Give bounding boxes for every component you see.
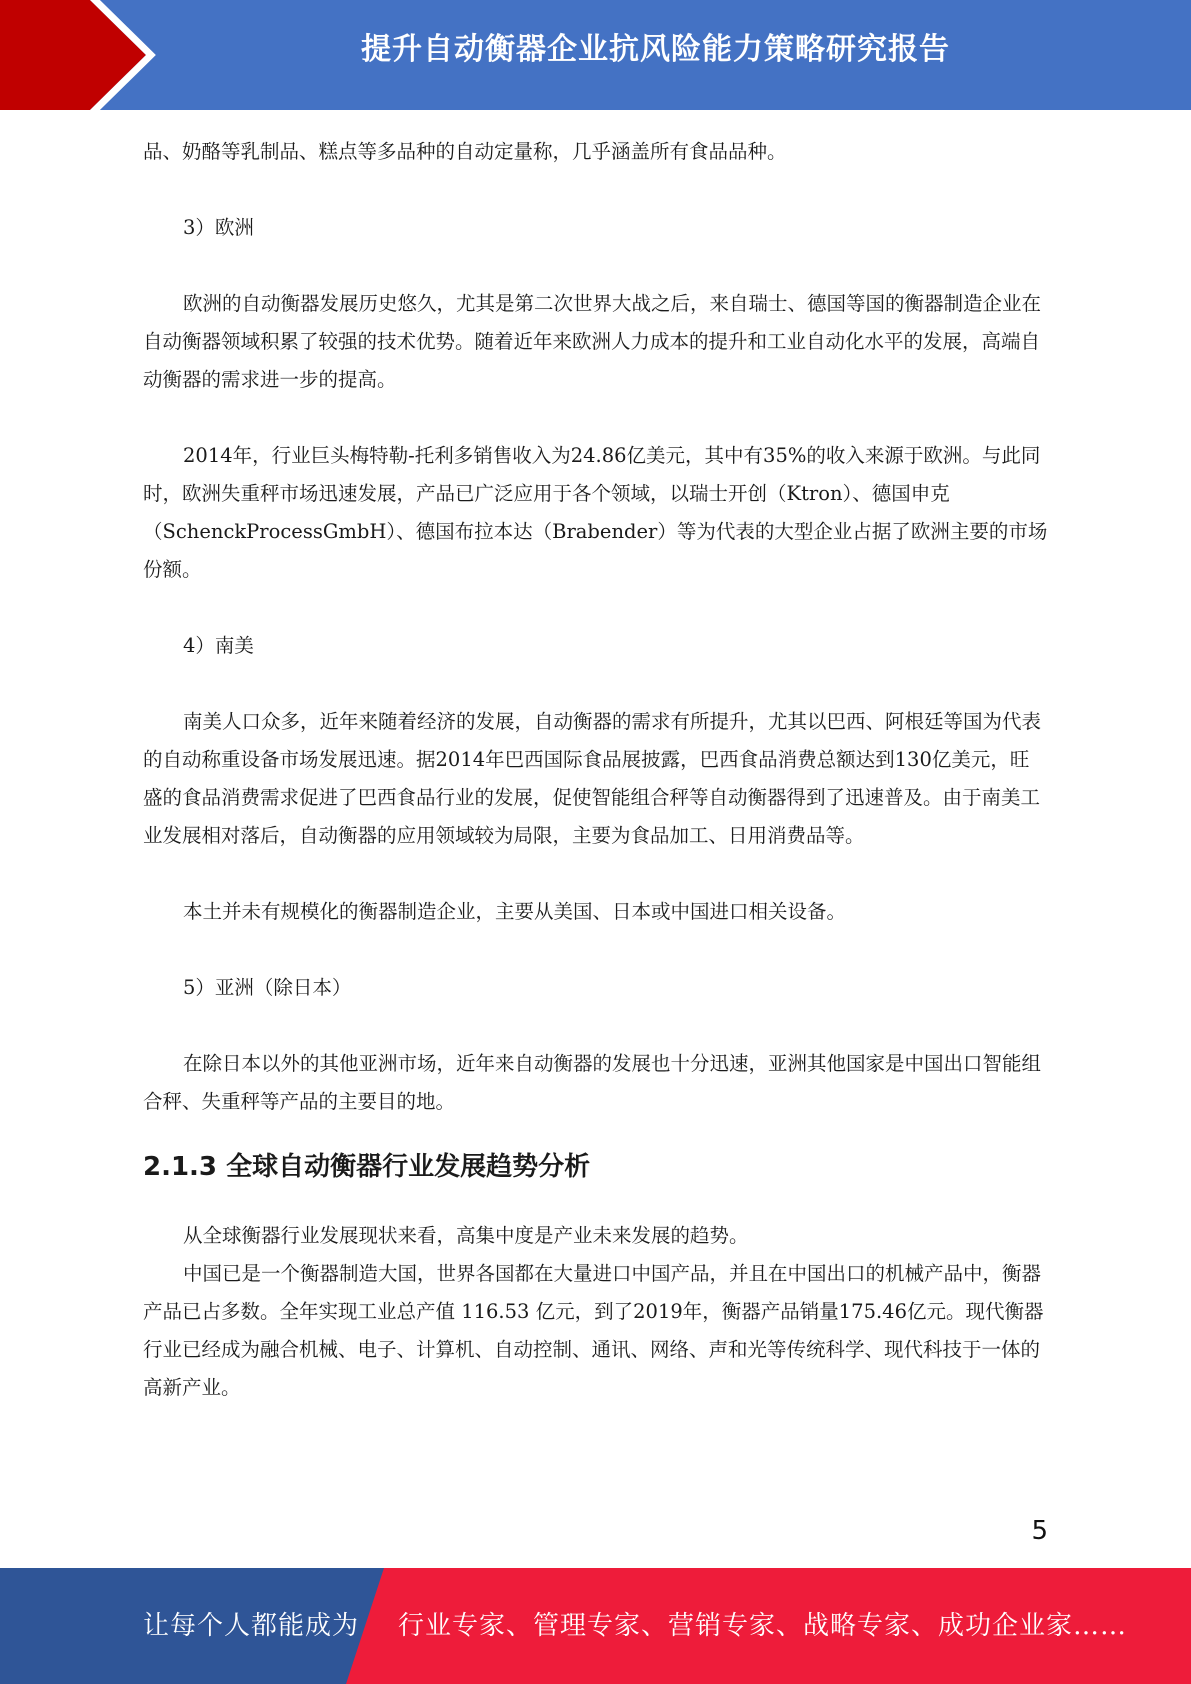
section-heading: 2.1.3 全球自动衡器行业发展趋势分析 [143,1152,591,1182]
subheading-europe: 3）欧洲 [183,216,254,239]
document-body [143,133,1048,1407]
paragraph-europe-market: 2014年，行业巨头梅特勒-托利多销售收入为24.86亿美元，其中有35%的收入来源于欧洲。与此同时，欧洲失重秤市场迅速发展，产品已广泛应用于各个领域，以瑞士开创（Ktron）、德国申克（SchenckProcessGmbH）、德国布拉本达（Brabender）等为代表的大型企业占据了欧洲主要的市场份额。 [143,444,1048,581]
footer-slogan-right: 行业专家、管理专家、营销专家、战略专家、成功企业家…… [398,1611,1128,1641]
paragraph-china-industry: 中国已是一个衡器制造大国，世界各国都在大量进口中国产品，并且在中国出口的机械产品中，衡器产品已占多数。全年实现工业总产值 116.53 亿元，到了2019年，衡器产品销量175.46亿元。现代衡器行业已经成为融合机械、电子、计算机、自动控制、通讯、网络、声和光等传统科学、现代科技于一体的高新产业。 [143,1262,1044,1399]
subheading-south-america: 4）南美 [183,634,254,657]
paragraph-asia: 在除日本以外的其他亚洲市场，近年来自动衡器的发展也十分迅速，亚洲其他国家是中国出口智能组合秤、失重秤等产品的主要目的地。 [143,1052,1042,1113]
page-header [0,0,1191,110]
paragraph-europe-history: 欧洲的自动衡器发展历史悠久，尤其是第二次世界大战之后，来自瑞士、德国等国的衡器制造企业在自动衡器领域积累了较强的技术优势。随着近年来欧洲人力成本的提升和工业自动化水平的发展，高端自动衡器的需求进一步的提高。 [143,292,1042,391]
page-number: 5 [1031,1516,1048,1546]
paragraph-local-manufacturing: 本土并未有规模化的衡器制造企业，主要从美国、日本或中国进口相关设备。 [183,900,847,923]
footer-slogan-left: 让每个人都能成为 [143,1611,360,1641]
subheading-asia: 5）亚洲（除日本） [183,976,352,999]
report-title: 提升自动衡器企业抗风险能力策略研究报告 [361,32,950,67]
paragraph-continuation: 品、奶酪等乳制品、糕点等多品种的自动定量称，几乎涵盖所有食品品种。 [143,140,787,163]
header-arrow-decoration [0,0,160,110]
paragraph-south-america: 南美人口众多，近年来随着经济的发展，自动衡器的需求有所提升，尤其以巴西、阿根廷等国为代表的自动称重设备市场发展迅速。据2014年巴西国际食品展披露，巴西食品消费总额达到130亿美元，旺盛的食品消费需求促进了巴西食品行业的发展，促使智能组合秤等自动衡器得到了迅速普及。由于南美工业发展相对落后，自动衡器的应用领域较为局限，主要为食品加工、日用消费品等。 [143,710,1042,847]
page-footer [0,1568,1191,1684]
paragraph-trend: 从全球衡器行业发展现状来看，高集中度是产业未来发展的趋势。 [183,1224,749,1247]
